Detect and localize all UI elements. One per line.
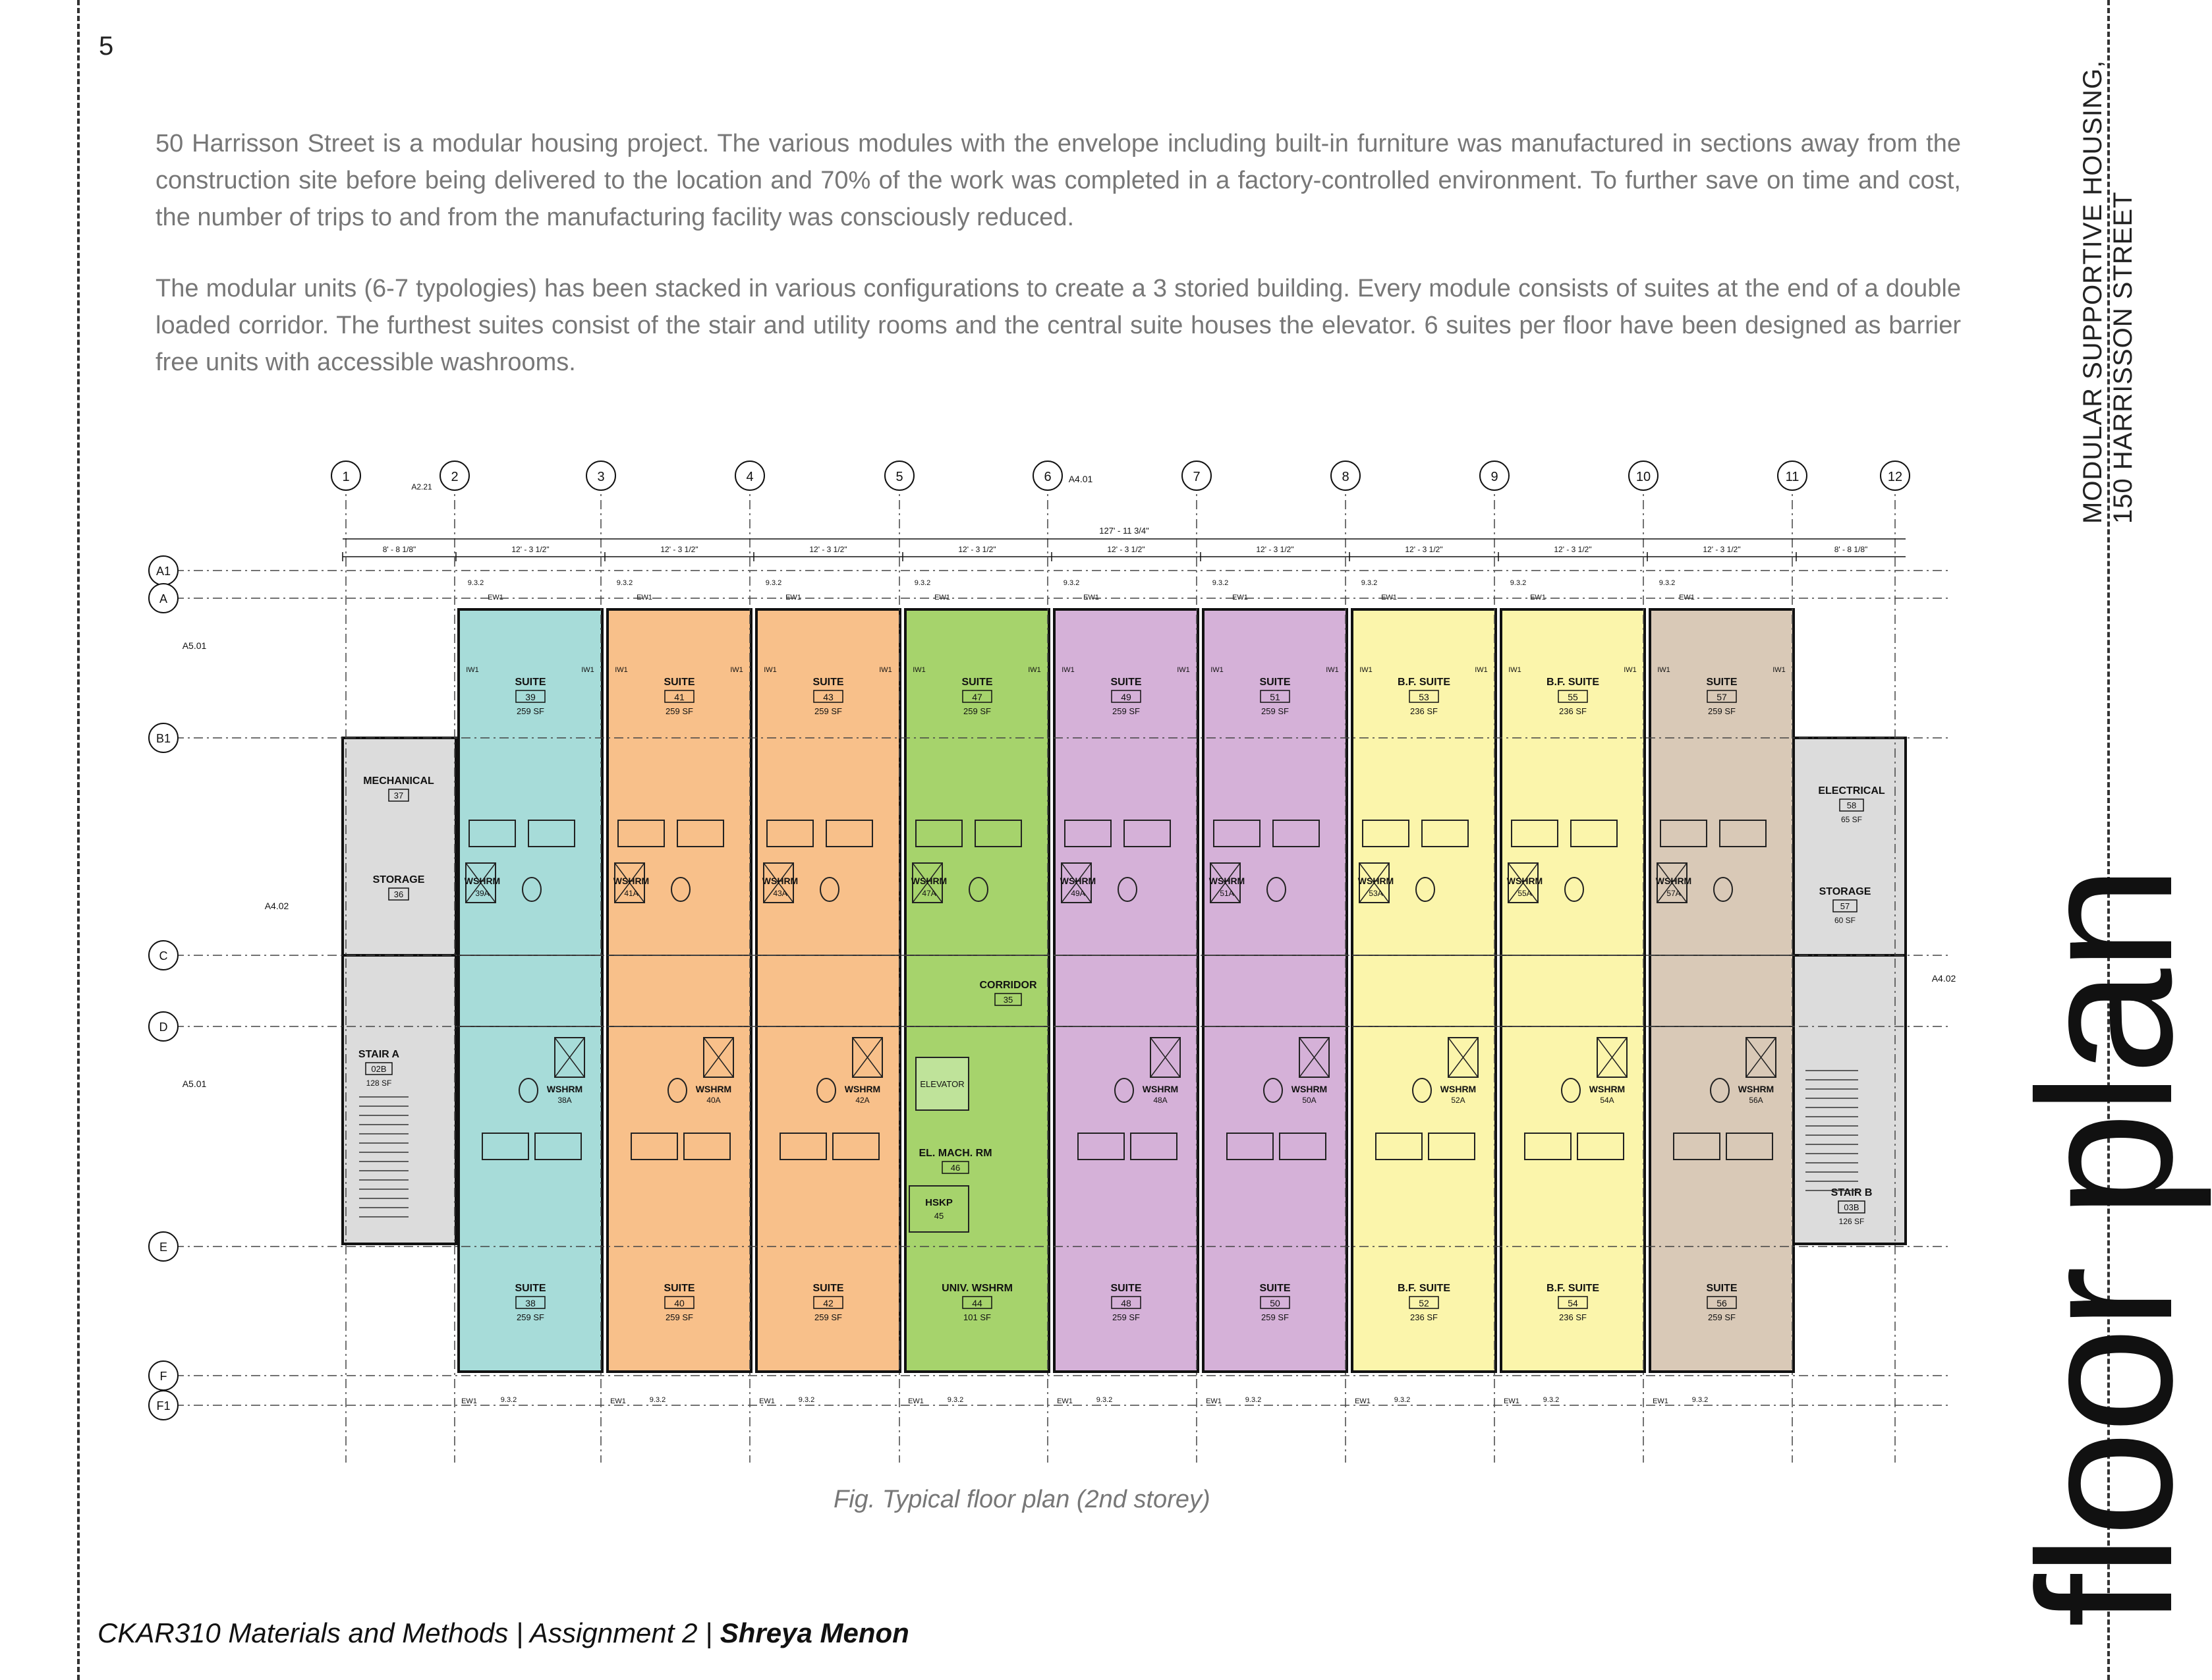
suite-number: 43: [823, 692, 834, 702]
suite-name: UNIV. WSHRM: [942, 1283, 1013, 1294]
wall-tag: IW1: [1326, 666, 1339, 674]
hskp-number: 45: [934, 1211, 944, 1221]
figure-caption: Fig. Typical floor plan (2nd storey): [834, 1486, 1210, 1513]
washroom-label: WSHRM: [464, 876, 501, 886]
wall-tag: EW1: [1206, 1397, 1222, 1405]
wall-tag: 9.3.2: [1063, 579, 1080, 587]
electrical-label: ELECTRICAL: [1818, 785, 1885, 797]
wall-tag: IW1: [879, 666, 892, 674]
wall-tag: EW1: [1504, 1397, 1519, 1405]
grid-column-label: 4: [746, 470, 754, 484]
washroom-label: WSHRM: [1357, 876, 1394, 886]
hskp-label: HSKP: [925, 1197, 953, 1208]
footer: [98, 1617, 909, 1649]
washroom-label: WSHRM: [1440, 1084, 1477, 1094]
page-number: 5: [99, 32, 114, 61]
suite-name: SUITE: [812, 1283, 844, 1294]
wall-tag: EW1: [488, 594, 503, 602]
suite-name: SUITE: [1706, 677, 1738, 688]
grid-row-label: A: [159, 592, 168, 605]
wall-tag: IW1: [466, 666, 479, 674]
mechanical-number: 37: [393, 791, 404, 800]
suite-module: [459, 609, 602, 1372]
left-margin-line: [77, 0, 80, 1680]
stair-a-number: 02B: [371, 1064, 387, 1074]
washroom-label: WSHRM: [911, 876, 948, 886]
suite-number: 40: [674, 1298, 685, 1308]
section-tag: A5.01: [182, 640, 207, 651]
wall-tag: IW1: [1508, 666, 1521, 674]
wall-tag: IW1: [1210, 666, 1224, 674]
grid-row-label: C: [159, 949, 168, 963]
suite-name: SUITE: [1259, 677, 1291, 688]
grid-row-label: D: [159, 1021, 168, 1034]
grid-row-label: E: [159, 1241, 168, 1254]
suite-area: 236 SF: [1410, 706, 1438, 716]
intro-paragraph-2: The modular units (6-7 typologies) has been stacked in various configurations to create a 3 storied building. Every module consists of suites at the end of a double loaded corridor. The furthest suites consist of the stair and utility rooms and the central suite houses the elevator. 6 suites per floor have been designed as barrier free units with accessible washrooms.: [156, 275, 1961, 376]
stair-b-area: 126 SF: [1838, 1217, 1865, 1226]
wall-tag: 9.3.2: [1361, 579, 1378, 587]
storage-right-number: 57: [1840, 901, 1850, 911]
suite-area: 259 SF: [666, 706, 693, 716]
wall-tag: IW1: [730, 666, 743, 674]
wall-tag: EW1: [1679, 594, 1695, 602]
washroom-number: 43A: [773, 889, 787, 898]
section-tag: A2.21: [411, 482, 432, 491]
grid-column-label: 8: [1342, 470, 1349, 484]
suite-area: 259 SF: [963, 706, 991, 716]
bay-dimension: 12' - 3 1/2": [958, 545, 996, 554]
machine-room-label: EL. MACH. RM: [919, 1148, 992, 1159]
wall-tag: EW1: [1381, 594, 1397, 602]
bay-dimension: 12' - 3 1/2": [1703, 545, 1741, 554]
suite-number: 48: [1121, 1298, 1131, 1308]
intro-paragraph-1: 50 Harrisson Street is a modular housing project. The various modules with the envelope including built-in furniture was manufactured in sections away from the construction site before being delivered to the location and 70% of the work was completed in a factory-controlled environment. To further save on time and cost, the number of trips to and from the manufacturing facility was consciously reduced.: [156, 130, 1961, 231]
bay-dimension: 12' - 3 1/2": [511, 545, 550, 554]
suite-name: B.F. SUITE: [1397, 677, 1451, 688]
wall-tag: IW1: [1062, 666, 1075, 674]
washroom-number: 55A: [1517, 889, 1532, 898]
washroom-number: 54A: [1600, 1096, 1614, 1105]
electrical-number: 58: [1846, 800, 1857, 810]
wall-tag: 9.3.2: [1543, 1396, 1560, 1404]
footer-course: CKAR310 Materials and Methods | Assignment 2 |: [98, 1617, 720, 1648]
bay-dimension: 12' - 3 1/2": [1256, 545, 1294, 554]
wall-tag: EW1: [785, 594, 801, 602]
bay-dimension: 12' - 3 1/2": [1554, 545, 1592, 554]
suite-name: SUITE: [515, 1283, 546, 1294]
washroom-number: 57A: [1666, 889, 1681, 898]
suite-name: SUITE: [1706, 1283, 1738, 1294]
washroom-label: WSHRM: [546, 1084, 583, 1094]
wall-tag: 9.3.2: [798, 1396, 815, 1404]
grid-row-label: F1: [156, 1399, 171, 1413]
suite-name: SUITE: [1259, 1283, 1291, 1294]
washroom-number: 50A: [1302, 1096, 1317, 1105]
wall-tag: 9.3.2: [1096, 1396, 1113, 1404]
grid-column-label: 2: [451, 470, 459, 484]
suite-module: [1054, 609, 1198, 1372]
wall-tag: 9.3.2: [947, 1396, 964, 1404]
washroom-number: 53A: [1369, 889, 1383, 898]
suite-name: SUITE: [812, 677, 844, 688]
wall-tag: 9.3.2: [649, 1396, 666, 1404]
grid-column-label: 9: [1490, 470, 1498, 484]
electrical-area: 65 SF: [1840, 815, 1863, 824]
washroom-number: 51A: [1220, 889, 1234, 898]
washroom-number: 47A: [922, 889, 936, 898]
suite-number: 39: [525, 692, 536, 702]
side-title-line-1: MODULAR SUPPORTIVE HOUSING,: [2078, 59, 2107, 524]
washroom-label: WSHRM: [1506, 876, 1543, 886]
stair-b-number: 03B: [1844, 1202, 1859, 1212]
washroom-label: WSHRM: [1738, 1084, 1774, 1094]
wall-tag: EW1: [637, 594, 652, 602]
wall-tag: IW1: [764, 666, 777, 674]
wall-tag: EW1: [908, 1397, 924, 1405]
suite-area: 259 SF: [517, 1312, 544, 1322]
washroom-label: WSHRM: [1655, 876, 1692, 886]
grid-column-label: 7: [1193, 470, 1201, 484]
bay-dimension: 8' - 8 1/8": [382, 545, 416, 554]
suite-area: 236 SF: [1410, 1312, 1438, 1322]
wall-tag: 9.3.2: [500, 1396, 517, 1404]
storage-right-label: STORAGE: [1819, 886, 1871, 897]
wall-tag: IW1: [1359, 666, 1373, 674]
suite-name: SUITE: [1110, 677, 1142, 688]
wall-tag: EW1: [610, 1397, 626, 1405]
washroom-number: 56A: [1749, 1096, 1763, 1105]
wall-tag: EW1: [1083, 594, 1099, 602]
grid-column-label: 3: [597, 470, 605, 484]
suite-number: 47: [972, 692, 982, 702]
stair-b-label: STAIR B: [1830, 1187, 1873, 1198]
suite-area: 259 SF: [1261, 706, 1289, 716]
washroom-number: 39A: [475, 889, 490, 898]
storage-left-label: STORAGE: [372, 874, 425, 885]
washroom-label: WSHRM: [1060, 876, 1096, 886]
grid-row-label: B1: [156, 732, 171, 745]
washroom-label: WSHRM: [613, 876, 650, 886]
wall-tag: 9.3.2: [1245, 1396, 1262, 1404]
wall-tag: 9.3.2: [1394, 1396, 1411, 1404]
washroom-number: 42A: [855, 1096, 870, 1105]
footer-author: Shreya Menon: [720, 1617, 909, 1648]
suite-number: 52: [1419, 1298, 1429, 1308]
suite-number: 55: [1568, 692, 1578, 702]
suite-area: 259 SF: [1708, 1312, 1736, 1322]
grid-column-label: 6: [1044, 470, 1052, 484]
suite-area: 259 SF: [1112, 706, 1140, 716]
wall-tag: 9.3.2: [1691, 1396, 1709, 1404]
wall-tag: 9.3.2: [1510, 579, 1527, 587]
wall-tag: 9.3.2: [1212, 579, 1229, 587]
suite-number: 57: [1716, 692, 1727, 702]
washroom-label: WSHRM: [1291, 1084, 1328, 1094]
suite-area: 259 SF: [517, 706, 544, 716]
wall-tag: IW1: [581, 666, 594, 674]
suite-area: 236 SF: [1559, 706, 1587, 716]
bay-dimension: 12' - 3 1/2": [1107, 545, 1145, 554]
side-title-line-2: 150 HARRISSON STREET: [2109, 191, 2138, 524]
suite-area: 259 SF: [1112, 1312, 1140, 1322]
bay-dimension: 12' - 3 1/2": [809, 545, 847, 554]
grid-column-label: 5: [895, 470, 903, 484]
wall-tag: EW1: [1057, 1397, 1073, 1405]
mechanical-label: MECHANICAL: [363, 775, 434, 787]
washroom-number: 48A: [1153, 1096, 1168, 1105]
washroom-label: WSHRM: [1208, 876, 1245, 886]
side-title: [2069, 59, 2141, 530]
washroom-number: 41A: [624, 889, 638, 898]
washroom-number: 38A: [557, 1096, 572, 1105]
floor-plan-drawing: [119, 441, 1964, 1469]
wall-tag: IW1: [1475, 666, 1488, 674]
suite-area: 259 SF: [1708, 706, 1736, 716]
washroom-label: WSHRM: [762, 876, 799, 886]
storage-right-area: 60 SF: [1834, 916, 1856, 925]
suite-number: 54: [1568, 1298, 1578, 1308]
washroom-label: WSHRM: [695, 1084, 732, 1094]
washroom-number: 40A: [706, 1096, 721, 1105]
washroom-label: WSHRM: [1589, 1084, 1626, 1094]
suite-number: 53: [1419, 692, 1429, 702]
wall-tag: IW1: [1028, 666, 1041, 674]
suite-module: [756, 609, 900, 1372]
suite-module: [1501, 609, 1645, 1372]
suite-module: [608, 609, 751, 1372]
suite-name: B.F. SUITE: [1546, 1283, 1600, 1294]
suite-area: 259 SF: [814, 1312, 842, 1322]
washroom-number: 49A: [1071, 889, 1085, 898]
wall-tag: EW1: [1653, 1397, 1668, 1405]
section-tag: A5.01: [182, 1078, 207, 1089]
wall-tag: 9.3.2: [467, 579, 484, 587]
suite-area: 236 SF: [1559, 1312, 1587, 1322]
wall-tag: IW1: [1657, 666, 1670, 674]
suite-module: [1203, 609, 1347, 1372]
grid-column-label: 10: [1635, 470, 1651, 484]
suite-number: 41: [674, 692, 685, 702]
washroom-label: WSHRM: [844, 1084, 881, 1094]
grid-row-label: F: [159, 1370, 167, 1383]
wall-tag: EW1: [759, 1397, 775, 1405]
suite-area: 259 SF: [1261, 1312, 1289, 1322]
overall-dimension: 127' - 11 3/4": [1099, 526, 1149, 536]
section-tag: A4.02: [1931, 973, 1956, 984]
service-module-left-bottom: [343, 955, 456, 1244]
grid-column-label: 12: [1887, 470, 1903, 484]
bay-dimension: 12' - 3 1/2": [1405, 545, 1443, 554]
wall-tag: EW1: [461, 1397, 477, 1405]
suite-name: SUITE: [515, 677, 546, 688]
grid-row-label: A1: [156, 565, 171, 578]
grid-column-label: 11: [1785, 470, 1800, 484]
grid-column-label: 1: [342, 470, 350, 484]
suite-number: 38: [525, 1298, 536, 1308]
wall-tag: 9.3.2: [914, 579, 931, 587]
stair-a-label: STAIR A: [358, 1049, 400, 1060]
wall-tag: IW1: [1772, 666, 1786, 674]
suite-number: 44: [972, 1298, 982, 1308]
suite-name: SUITE: [664, 1283, 695, 1294]
washroom-number: 52A: [1451, 1096, 1465, 1105]
wall-tag: EW1: [934, 594, 950, 602]
suite-area: 101 SF: [963, 1312, 991, 1322]
suite-number: 51: [1270, 692, 1280, 702]
section-tag: A4.02: [264, 901, 289, 911]
suite-area: 259 SF: [814, 706, 842, 716]
suite-number: 49: [1121, 692, 1131, 702]
bay-dimension: 8' - 8 1/8": [1834, 545, 1868, 554]
suite-number: 42: [823, 1298, 834, 1308]
corridor-label: CORRIDOR: [979, 980, 1037, 991]
suite-name: SUITE: [1110, 1283, 1142, 1294]
storage-left-number: 36: [393, 889, 404, 899]
section-tag: A4.01: [1068, 474, 1093, 484]
suite-area: 259 SF: [666, 1312, 693, 1322]
suite-module: [1352, 609, 1496, 1372]
stair-a-area: 128 SF: [366, 1078, 392, 1088]
wall-tag: 9.3.2: [765, 579, 782, 587]
wall-tag: EW1: [1355, 1397, 1371, 1405]
washroom-label: WSHRM: [1142, 1084, 1179, 1094]
wall-tag: 9.3.2: [1659, 579, 1676, 587]
wall-tag: EW1: [1530, 594, 1546, 602]
corridor-number: 35: [1003, 995, 1013, 1005]
wall-tag: IW1: [615, 666, 628, 674]
wall-tag: IW1: [1624, 666, 1637, 674]
suite-number: 56: [1716, 1298, 1727, 1308]
machine-room-number: 46: [950, 1163, 961, 1173]
suite-name: B.F. SUITE: [1397, 1283, 1451, 1294]
suite-name: SUITE: [664, 677, 695, 688]
suite-number: 50: [1270, 1298, 1280, 1308]
suite-name: B.F. SUITE: [1546, 677, 1600, 688]
suite-name: SUITE: [961, 677, 993, 688]
bay-dimension: 12' - 3 1/2": [660, 545, 698, 554]
elevator-label: ELEVATOR: [920, 1079, 965, 1089]
floor-plan-heading: floor plan: [1999, 868, 2212, 1627]
wall-tag: EW1: [1232, 594, 1248, 602]
suite-module: [1650, 609, 1794, 1372]
wall-tag: 9.3.2: [616, 579, 633, 587]
wall-tag: IW1: [1177, 666, 1190, 674]
wall-tag: IW1: [913, 666, 926, 674]
